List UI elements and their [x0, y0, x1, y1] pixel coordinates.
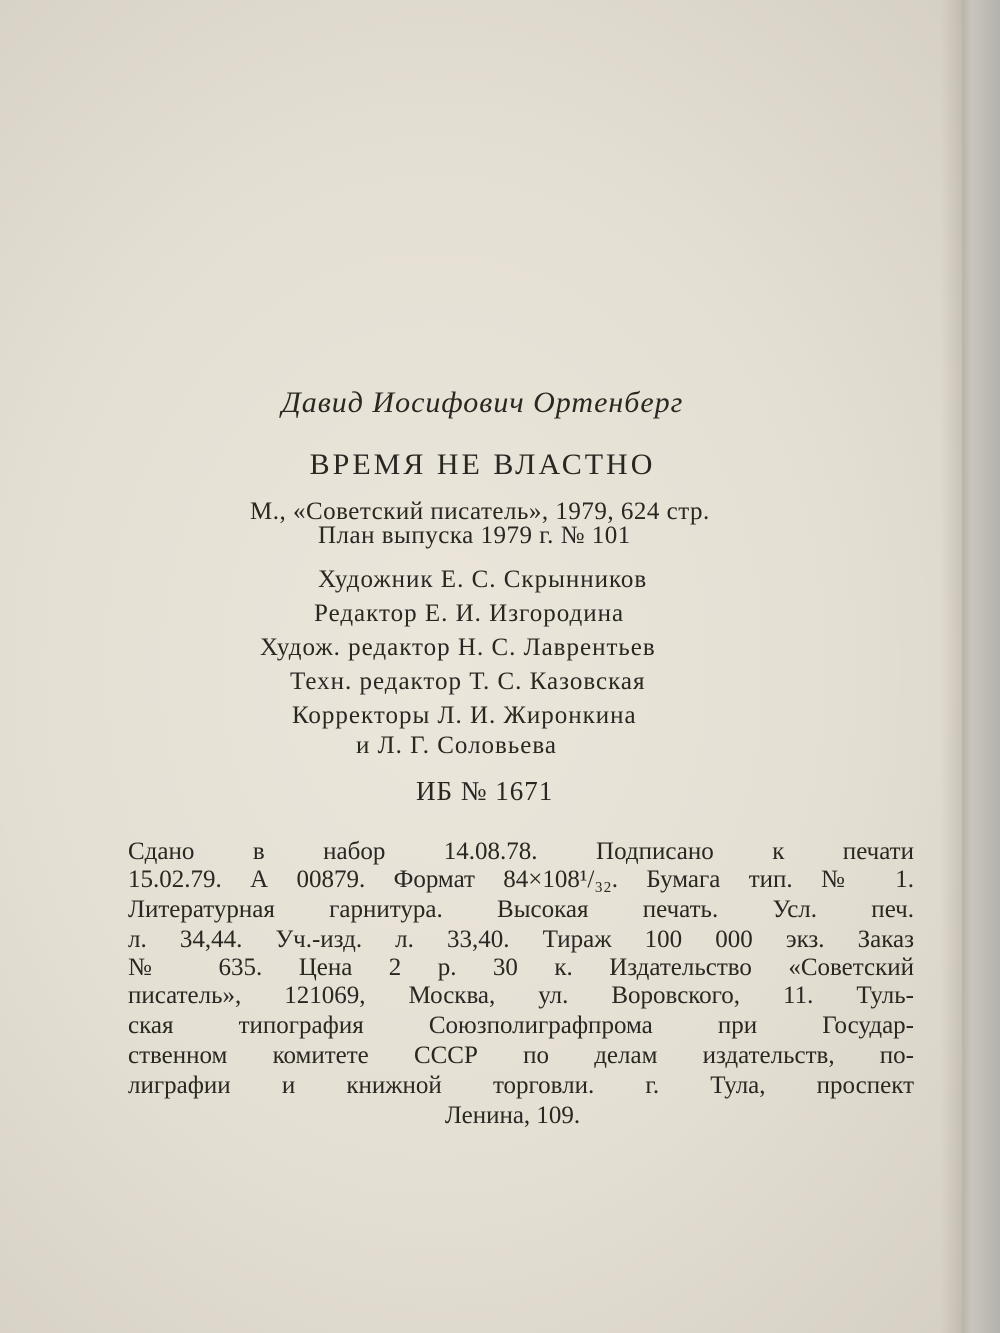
page-edge	[962, 0, 1000, 1333]
credit-art-editor: Худож. редактор Н. С. Лаврентьев	[260, 634, 656, 661]
publication-info: М., «Советский писатель», 1979, 624 стр.	[250, 498, 710, 525]
credit-tech-editor: Техн. редактор Т. С. Казовская	[290, 668, 646, 695]
print-details-line: л. 34,44. Уч.-изд. л. 33,40. Тираж 100 000 экз. Заказ	[128, 926, 914, 953]
print-details-line: лиграфии и книжной торговли. г. Тула, проспект	[128, 1072, 914, 1099]
book-title: ВРЕМЯ НЕ ВЛАСТНО	[309, 448, 656, 481]
print-details-line: 15.02.79. А 00879. Формат 84×108¹/₃₂. Бумага тип. № 1.	[128, 866, 914, 893]
print-details-last-line: Ленина, 109.	[444, 1102, 581, 1129]
print-details-line: Литературная гарнитура. Высокая печать. Усл. печ.	[128, 896, 914, 923]
credit-artist: Художник Е. С. Скрынников	[318, 566, 648, 593]
credit-proofreaders: Корректоры Л. И. Жиронкина	[292, 702, 637, 729]
print-details-line: писатель», 121069, Москва, ул. Воровского, 11. Туль-	[128, 982, 914, 1009]
credit-proofreaders-cont: и Л. Г. Соловьева	[356, 732, 557, 759]
print-details-line: Сдано в набор 14.08.78. Подписано к печати	[128, 838, 914, 865]
print-details-line: ственном комитете СССР по делам издательств, по-	[128, 1042, 914, 1069]
print-details-line: № 635. Цена 2 р. 30 к. Издательство «Советский	[128, 954, 914, 981]
author-name: Давид Иосифович Ортенберг	[281, 386, 684, 419]
print-details-line: ская типография Союзполиграфпрома при Государ-	[128, 1012, 914, 1039]
ib-number: ИБ № 1671	[416, 776, 554, 806]
credit-editor: Редактор Е. И. Изгородина	[314, 600, 625, 627]
release-plan: План выпуска 1979 г. № 101	[318, 522, 631, 549]
